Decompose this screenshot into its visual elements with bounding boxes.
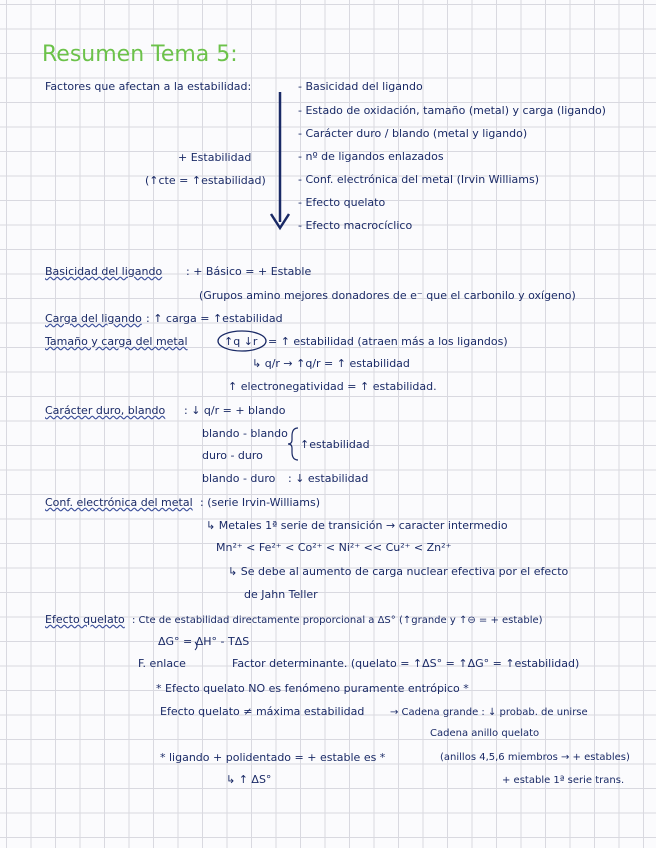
factors-side-stability: + Estabilidad xyxy=(178,151,252,164)
basicidad-line2: (Grupos amino mejores donadores de e⁻ que el carbonilo y oxígeno) xyxy=(199,289,576,302)
brace-icon xyxy=(288,428,298,460)
quelato-anillos: (anillos 4,5,6 miembros → + estables) xyxy=(440,752,630,763)
quelato-note2: Efecto quelato ≠ máxima estabilidad xyxy=(160,705,365,718)
config-line1: : (serie Irvin-Williams) xyxy=(200,496,321,509)
factor-item-3: - Carácter duro / blando (metal y ligando) xyxy=(298,127,528,140)
quelato-eq: ΔG° = ΔH° - TΔS xyxy=(158,635,250,648)
basicidad-label: Basicidad del ligando xyxy=(45,265,163,278)
config-line3: Mn²⁺ < Fe²⁺ < Co²⁺ < Ni²⁺ << Cu²⁺ < Zn²⁺ xyxy=(216,541,452,554)
quelato-ligando-sub: ↳ ↑ ΔS° xyxy=(226,773,272,786)
basicidad-line1: : + Básico = + Estable xyxy=(186,265,312,278)
caracter-pair3-result: : ↓ estabilidad xyxy=(288,472,369,485)
config-line5: de Jahn Teller xyxy=(244,588,318,601)
caracter-pair1: blando - blando xyxy=(202,427,288,440)
page-title: Resumen Tema 5: xyxy=(42,42,238,67)
caracter-pair2: duro - duro xyxy=(202,449,263,462)
quelato-note1: * Efecto quelato NO es fenómeno puramente entrópico * xyxy=(156,682,469,695)
quelato-factor: Factor determinante. (quelato = ↑ΔS° = ↑ΔG° = ↑estabilidad) xyxy=(232,657,580,670)
factor-item-4: - nº de ligandos enlazados xyxy=(298,150,444,163)
tamano-label: Tamaño y carga del metal xyxy=(45,335,188,348)
tamano-line2: ↳ q/r → ↑q/r = ↑ estabilidad xyxy=(252,357,410,370)
factors-side-cte: (↑cte = ↑estabilidad) xyxy=(145,174,266,187)
caracter-line1: : ↓ q/r = + blando xyxy=(184,404,286,417)
caracter-label: Carácter duro, blando xyxy=(45,404,166,417)
tamano-line3: ↑ electronegatividad = ↑ estabilidad. xyxy=(228,380,437,393)
factor-item-2: - Estado de oxidación, tamaño (metal) y carga (ligando) xyxy=(298,104,606,117)
quelato-line1: : Cte de estabilidad directamente proporcional a ΔS° (↑grande y ↑⊖ = + estable) xyxy=(132,615,543,626)
carga-label: Carga del ligando xyxy=(45,312,142,325)
config-label: Conf. electrónica del metal xyxy=(45,496,193,509)
quelato-label: Efecto quelato xyxy=(45,613,125,626)
factor-item-1: - Basicidad del ligando xyxy=(298,80,423,93)
quelato-estable-serie: + estable 1ª serie trans. xyxy=(502,775,625,786)
caracter-pair3: blando - duro xyxy=(202,472,276,485)
config-line4: ↳ Se debe al aumento de carga nuclear efectiva por el efecto xyxy=(228,565,569,578)
tamano-line1: = ↑ estabilidad (atraen más a los ligandos) xyxy=(268,335,508,348)
quelato-cadena-anillo: Cadena anillo quelato xyxy=(430,728,540,739)
carga-line1: : ↑ carga = ↑estabilidad xyxy=(146,312,283,325)
factors-heading: Factores que afectan a la estabilidad: xyxy=(45,80,252,93)
factor-item-5: - Conf. electrónica del metal (Irvin Williams) xyxy=(298,173,540,186)
factor-item-7: - Efecto macrocíclico xyxy=(298,219,413,232)
quelato-ligando: * ligando + polidentado = + estable es * xyxy=(160,751,386,764)
config-line2: ↳ Metales 1ª serie de transición → caracter intermedio xyxy=(206,519,508,532)
tamano-circled: ↑q ↓r xyxy=(224,335,258,348)
quelato-arrow-right: → Cadena grande : ↓ probab. de unirse xyxy=(390,707,588,718)
caracter-brace-result: ↑estabilidad xyxy=(300,438,370,451)
factor-item-6: - Efecto quelato xyxy=(298,196,386,209)
quelato-enlace: F. enlace xyxy=(138,657,186,670)
